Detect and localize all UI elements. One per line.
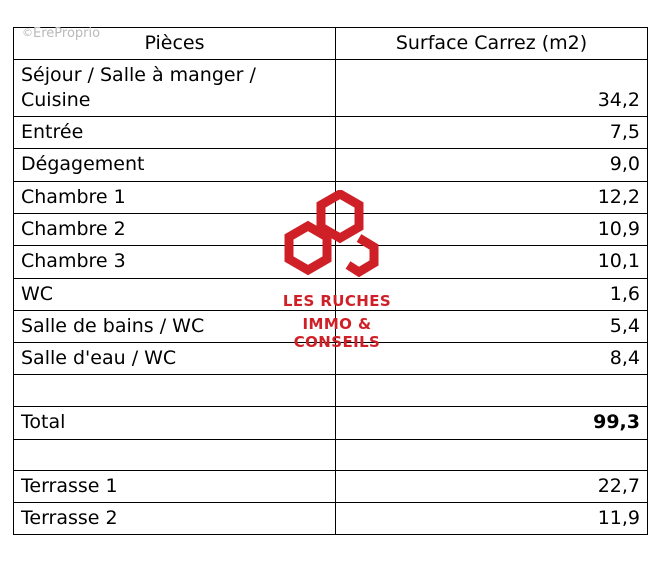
table-row (14, 149, 648, 181)
row-area-value: 5,4 (336, 310, 648, 342)
table-gap-row (14, 439, 648, 470)
table-row (14, 503, 648, 535)
row-area-value: 34,2 (336, 60, 648, 117)
carrez-sheet (13, 27, 647, 535)
row-area-value: 10,1 (336, 246, 648, 278)
row-room-label: Terrasse 1 (14, 470, 336, 502)
row-room-label: Salle de bains / WC (14, 310, 336, 342)
table-row (14, 310, 648, 342)
table-row (14, 278, 648, 310)
table-row (14, 60, 648, 117)
table-row (14, 470, 648, 502)
row-room-label (14, 375, 336, 407)
total-label: Total (14, 407, 336, 439)
row-area-value: 11,9 (336, 503, 648, 535)
row-area-value: 9,0 (336, 149, 648, 181)
row-area-value: 1,6 (336, 278, 648, 310)
total-value: 99,3 (336, 407, 648, 439)
logo-line-1: LES RUCHES (282, 292, 392, 310)
row-room-label: Chambre 3 (14, 246, 336, 278)
table-row (14, 213, 648, 245)
row-room-label: Chambre 1 (14, 181, 336, 213)
row-room-label: Salle d'eau / WC (14, 343, 336, 375)
carrez-table (13, 27, 648, 535)
row-area-value: 7,5 (336, 116, 648, 148)
table-row-empty (14, 375, 648, 407)
gap-cell-left (14, 439, 336, 470)
logo-line-2: IMMO & CONSEILS (293, 315, 381, 351)
row-area-value: 22,7 (336, 470, 648, 502)
table-row (14, 246, 648, 278)
row-area-value: 8,4 (336, 343, 648, 375)
table-row (14, 181, 648, 213)
header-cell-area: Surface Carrez (m2) (336, 28, 648, 60)
table-total-row (14, 407, 648, 439)
row-room-label: Terrasse 2 (14, 503, 336, 535)
row-room-label: Dégagement (14, 149, 336, 181)
site-credit-text: EreProprio (33, 26, 101, 41)
row-room-label: WC (14, 278, 336, 310)
row-area-value: 10,9 (336, 213, 648, 245)
row-area-value (336, 375, 648, 407)
table-header-row (14, 28, 648, 60)
header-cell-room: Pièces (14, 28, 336, 60)
row-area-value: 12,2 (336, 181, 648, 213)
copyright-icon: © (22, 26, 33, 39)
row-room-label: Séjour / Salle à manger / Cuisine (14, 60, 336, 117)
row-room-label: Chambre 2 (14, 213, 336, 245)
table-row (14, 116, 648, 148)
row-room-label: Entrée (14, 116, 336, 148)
gap-cell-right (336, 439, 648, 470)
table-row (14, 343, 648, 375)
site-credit (22, 26, 100, 41)
